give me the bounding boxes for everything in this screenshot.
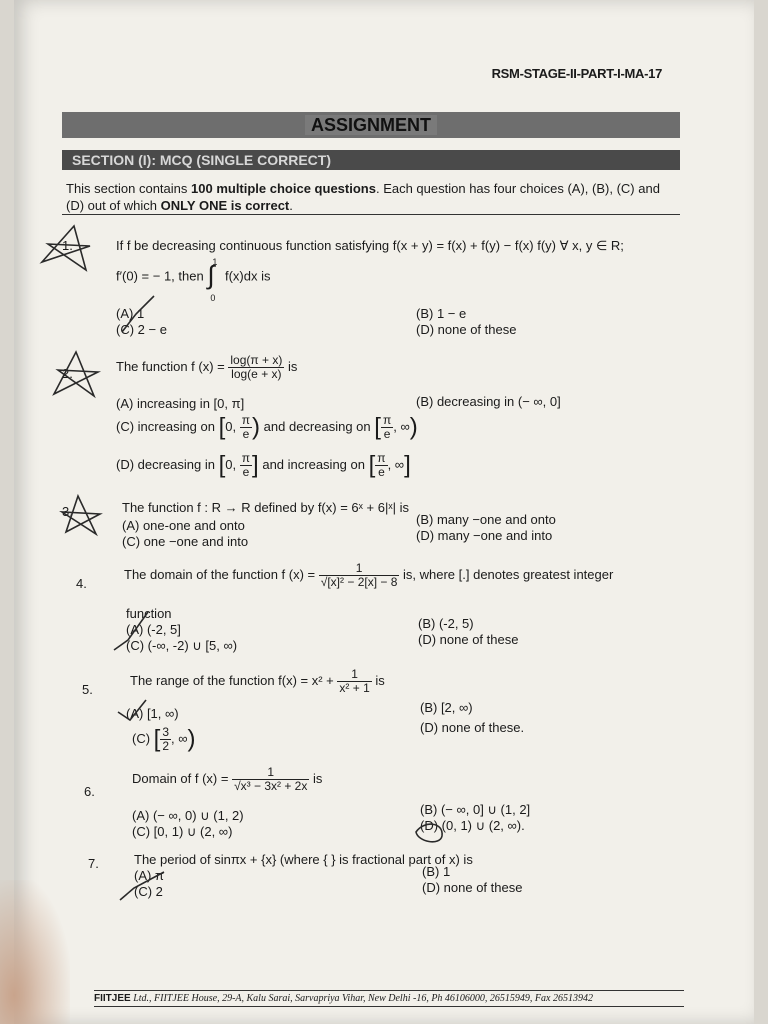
q7-tick-mark <box>120 872 164 900</box>
q5-text: The range of the function f(x) = x² + $\frac{1}{\text{x² + 1}}$ is <box>130 667 385 695</box>
q3-number: 3. <box>62 504 73 519</box>
q7-option-b: (B) 1 <box>422 864 451 879</box>
q1-option-b: (B) 1 − e <box>416 306 467 321</box>
q4-option-d: (D) none of these <box>418 632 519 647</box>
q4-text-continued: function <box>126 606 172 621</box>
q2-text: The function f (x) = $\frac{\log(\pi + x)}{\log(e + x)}$ is <box>116 353 298 381</box>
q7-option-c: (C) 2 <box>134 884 163 899</box>
q6-number: 6. <box>84 784 95 799</box>
q4-option-b: (B) (-2, 5) <box>418 616 474 631</box>
q1-text: If f be decreasing continuous function satisfying f(x + y) = f(x) + f(y) − f(x) f(y) ∀ x, y ∈ R; <box>116 238 624 253</box>
q4-option-c: (C) (-∞, -2) ∪ [5, ∞) <box>126 638 238 653</box>
q4-text: The domain of the function f (x) = $\frac{1}{\text{√[x]² − 2[x] − 8}}$ is, where [.] denotes greatest integer <box>124 561 614 589</box>
q3-option-d: (D) many −one and into <box>416 528 553 543</box>
q7-option-a: (A) π <box>134 868 164 883</box>
q1-number: 1. <box>62 238 73 253</box>
q5-option-b: (B) [2, ∞) <box>420 700 473 715</box>
q6-option-b: (B) (− ∞, 0] ∪ (1, 2] <box>420 802 531 817</box>
hand-shadow <box>0 880 70 1024</box>
q4-option-a: (A) (-2, 5] <box>126 622 181 637</box>
q7-number: 7. <box>88 856 99 871</box>
q3-option-c: (C) one −one and into <box>122 534 249 549</box>
q3-star-mark <box>62 496 100 534</box>
pen-annotations <box>14 0 754 1024</box>
q1-tick-mark <box>122 296 154 332</box>
q2-option-c: (C) increasing on [0, $\frac{\pi}{e}$ ) and decreasing on [ $\frac{\pi}{e}$ , ∞) <box>116 413 418 441</box>
q6-option-a: (A) (− ∞, 0) ∪ (1, 2) <box>132 808 244 823</box>
q3-option-a: (A) one-one and onto <box>122 518 245 533</box>
section-heading: SECTION (I): MCQ (SINGLE CORRECT) <box>62 150 680 170</box>
q4-number: 4. <box>76 576 87 591</box>
q1-option-d: (D) none of these <box>416 322 517 337</box>
q6-text: Domain of f (x) = $\frac{1}{\text{√x³ − 3x² + 2x}}$ is <box>132 765 323 793</box>
document-page <box>14 0 754 1024</box>
page-footer <box>94 990 684 1007</box>
q1-option-c: (C) 2 − e <box>116 322 167 337</box>
q3-text: The function f : R → R defined by f(x) = 6ˣ + 6|ˣ| is <box>122 500 409 515</box>
q1-integral-line: f′(0) = − 1, then 1 ∫ 0 f(x)dx is <box>116 257 271 303</box>
q4-tick-mark <box>114 612 148 650</box>
q5-tick-mark <box>118 700 146 720</box>
q3-option-b: (B) many −one and onto <box>416 512 556 527</box>
fiitjee-logo: FIITJEE <box>94 993 131 1004</box>
q7-option-d: (D) none of these <box>422 880 523 895</box>
q1-option-a: (A) 1 <box>116 306 145 321</box>
document-code: RSM-STAGE-II-PART-I-MA-17 <box>491 66 662 81</box>
footer-address: Ltd., FIITJEE House, 29-A, Kalu Sarai, Sarvapriya Vihar, New Delhi -16, Ph 46106000, 26515949, Fax 26513942 <box>133 993 593 1004</box>
q2-number: 2. <box>62 366 73 381</box>
q6-option-c: (C) [0, 1) ∪ (2, ∞) <box>132 824 233 839</box>
q6-answer-mark <box>416 824 442 842</box>
q2-option-d: (D) decreasing in [0, $\frac{\pi}{e}$ ] and increasing on [ $\frac{\pi}{e}$ , ∞] <box>116 451 411 479</box>
q5-option-c: (C) [ $\frac{3}{2}$ , ∞) <box>132 725 196 753</box>
page-title: ASSIGNMENT <box>305 115 437 135</box>
q5-option-a: (A) [1, ∞) <box>126 706 179 721</box>
q2-option-a: (A) increasing in [0, π] <box>116 396 245 411</box>
intro-text: This section contains 100 multiple choice questions. Each question has four choices (A), (B), (C) and (D) out of which ONLY ONE is correct. <box>66 181 660 213</box>
q5-option-d: (D) none of these. <box>420 720 525 735</box>
q2-star-mark <box>54 352 98 396</box>
q5-number: 5. <box>82 682 93 697</box>
q2-option-b: (B) decreasing in (− ∞, 0] <box>416 394 561 409</box>
q7-text: The period of sinπx + {x} (where { } is fractional part of x) is <box>134 852 473 867</box>
q6-option-d: (D) (0, 1) ∪ (2, ∞). <box>420 818 525 833</box>
q1-star-mark <box>42 226 90 270</box>
